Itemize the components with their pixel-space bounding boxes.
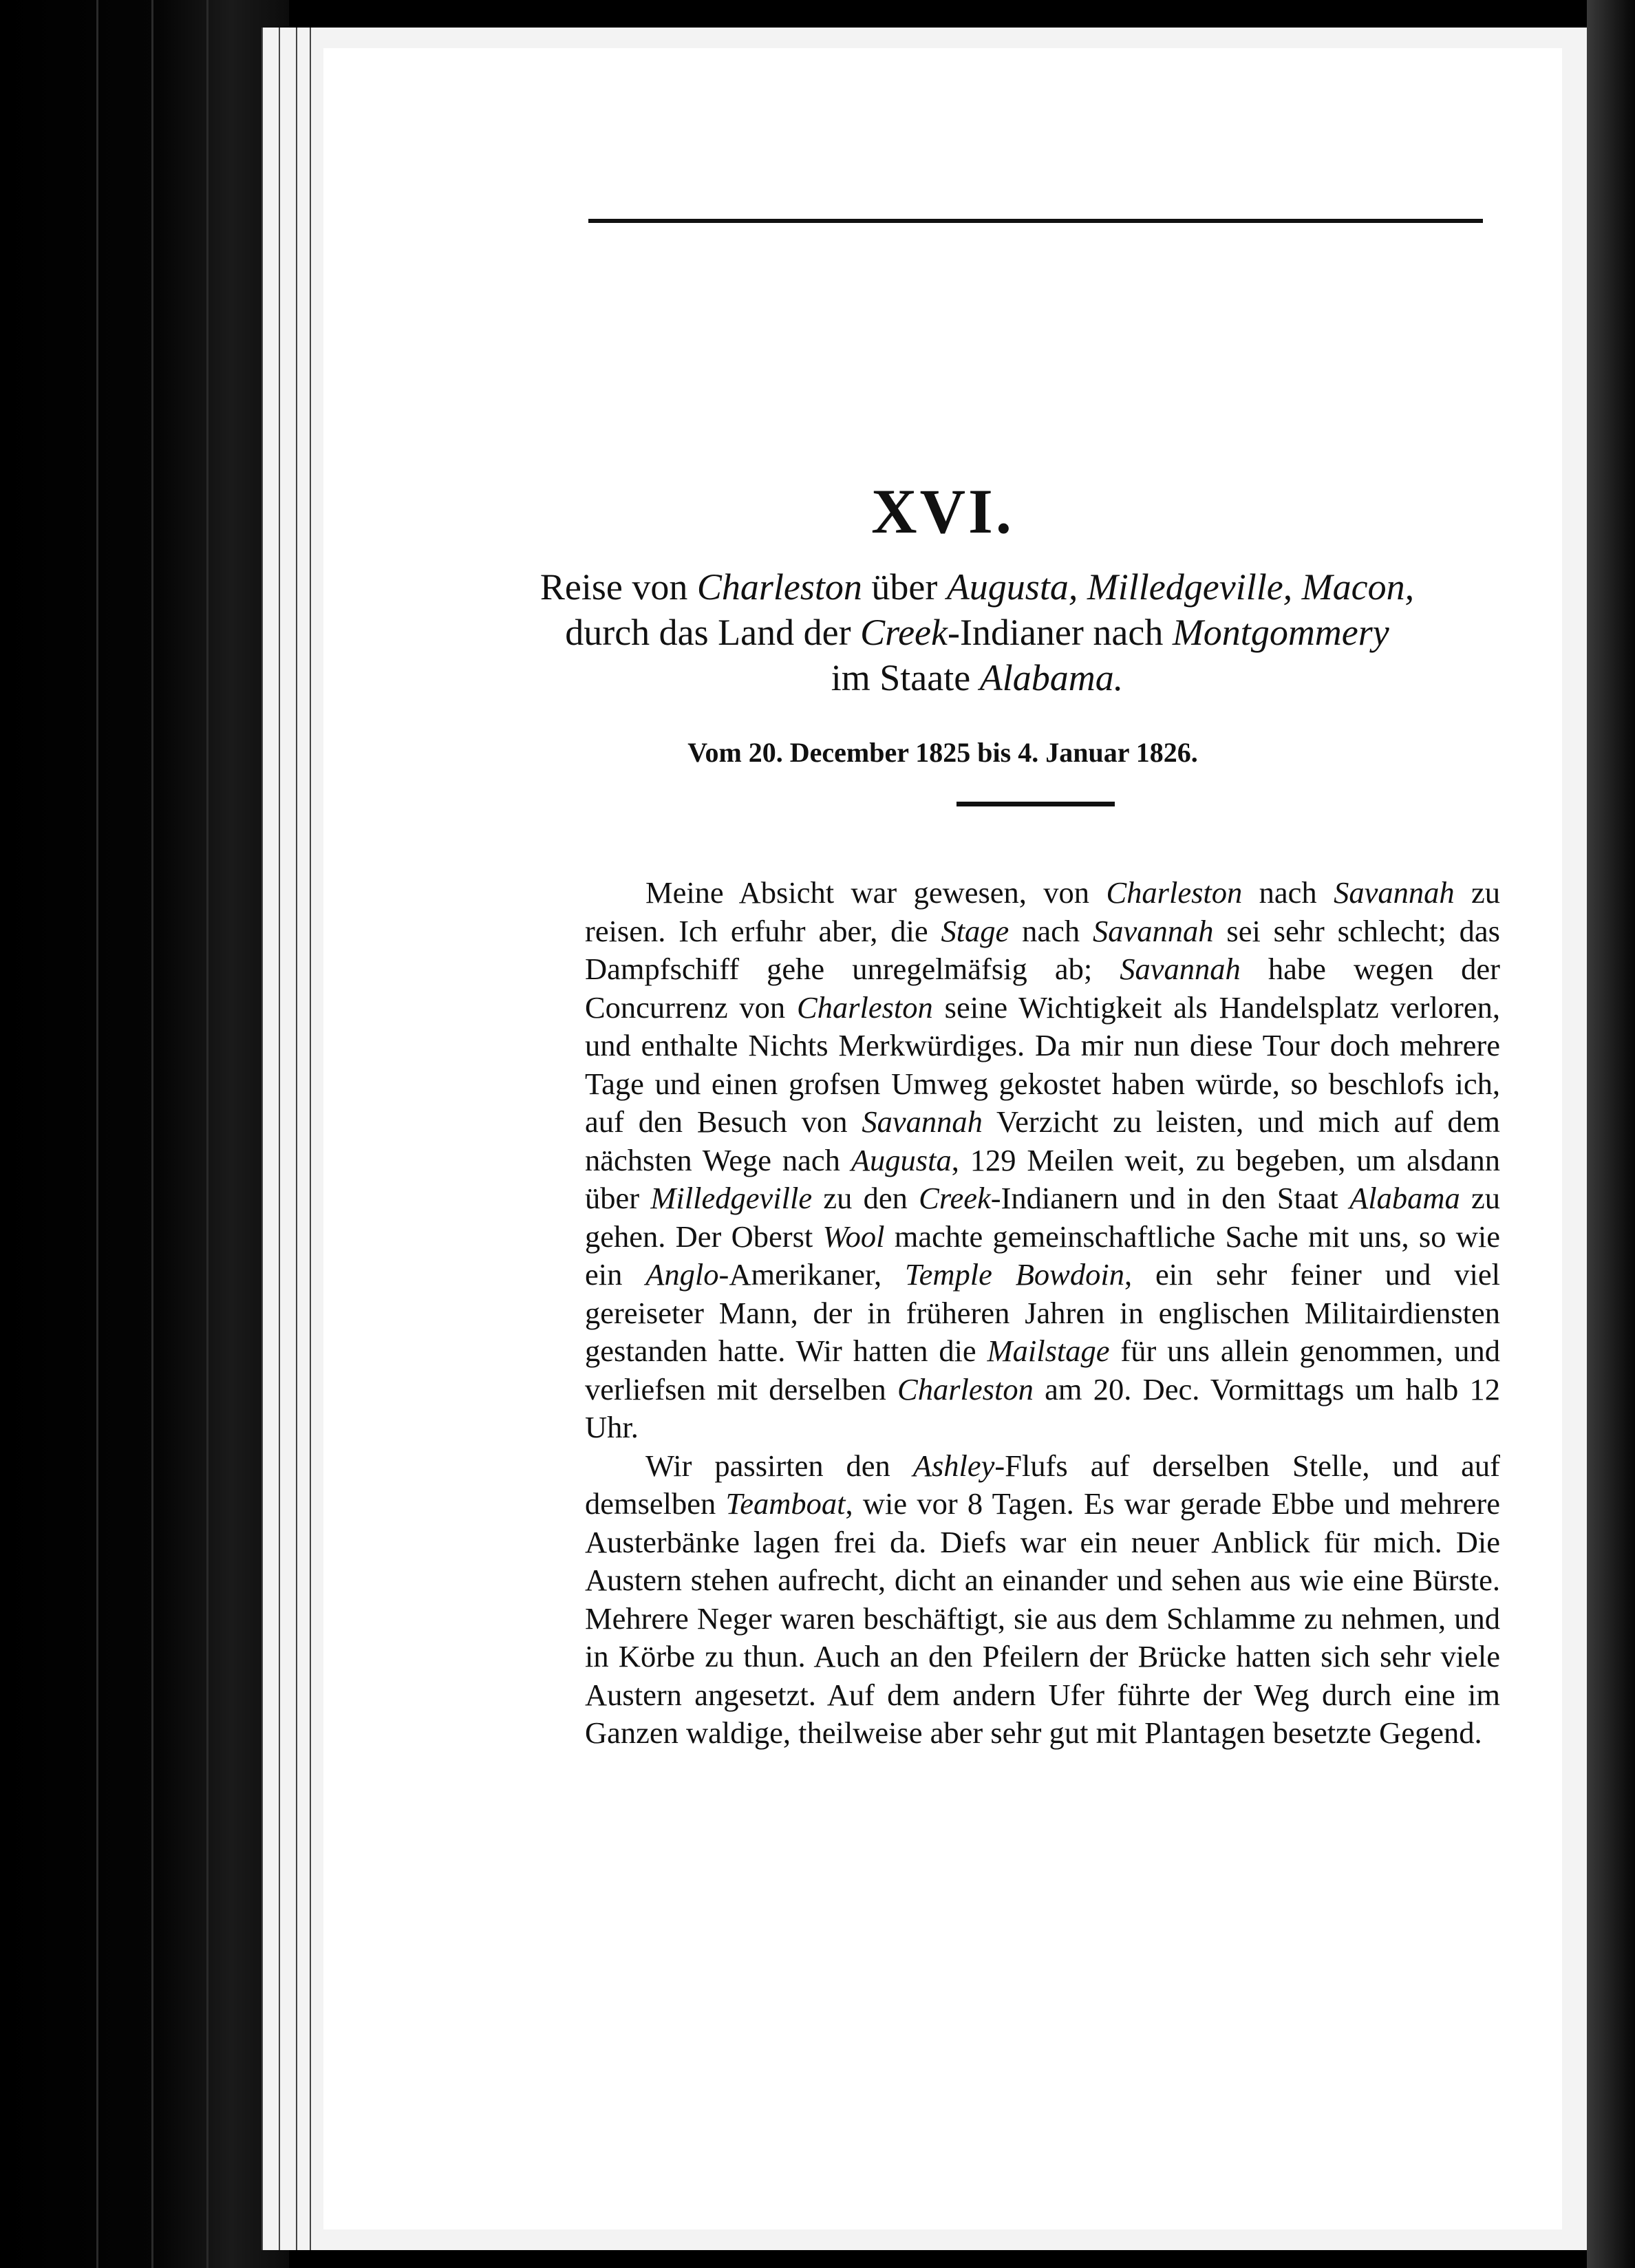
italic-run: Charleston <box>696 566 862 608</box>
italic-run: Augusta, Milledgeville, Macon, <box>946 566 1415 608</box>
spine-edge <box>96 0 98 2268</box>
text-run: nach <box>1009 913 1093 948</box>
italic-run: Temple Bowdoin <box>905 1257 1124 1292</box>
spine-edge <box>151 0 153 2268</box>
italic-run: Montgommery <box>1172 612 1389 653</box>
italic-run: Teamboat <box>725 1486 846 1521</box>
text-run: zu den <box>812 1181 919 1215</box>
top-rule <box>588 219 1483 223</box>
chapter-dates: Vom 20. December 1825 bis 4. Januar 1826. <box>687 737 1198 768</box>
text-run: sei sehr schlecht; das Dampfschiff gehe unregelmäfsig ab; <box>585 913 1500 986</box>
chapter-number: XVI. <box>871 476 1014 546</box>
text-run: seine Wichtigkeit als Handelsplatz verloren, und enthalte Nichts Merkwürdiges. Da mir nun diese Tour doch mehrere Tage und einen grofsen Umweg gekostet haben würde, so beschlofs ich, auf den Besuch von <box>585 989 1501 1139</box>
body-text <box>585 874 1500 1753</box>
text-run: für uns allein genommen, und verliefsen mit derselben <box>585 1334 1500 1406</box>
text-run: Meine Absicht war gewesen, von <box>645 875 1107 910</box>
title-line <box>530 655 1424 700</box>
italic-run: Anglo <box>645 1257 719 1292</box>
text-run: durch das Land der <box>565 612 861 653</box>
text-run: machte gemeinschaftliche Sache mit uns, so wie ein <box>585 1219 1501 1292</box>
italic-run: Savannah <box>862 1104 983 1139</box>
italic-run: Wool <box>822 1219 885 1254</box>
text-run: -Indianern und in den Staat <box>990 1181 1350 1215</box>
italic-run: Savannah <box>1120 952 1241 986</box>
italic-run: Alabama. <box>979 657 1124 698</box>
text-run: , 129 Meilen weit, zu begeben, um alsdann über <box>585 1142 1500 1215</box>
text-run: Verzicht zu leisten, und mich auf dem nächsten Wege nach <box>585 1104 1500 1177</box>
italic-run: Stage <box>941 913 1009 948</box>
italic-run: Charleston <box>897 1371 1034 1406</box>
italic-run: Charleston <box>797 989 933 1025</box>
text-run: , ein sehr feiner und viel gereiseter Mann, der in früheren Jahren in englischen Militairdiensten gestanden hatte. Wir hatten die <box>585 1257 1500 1368</box>
title-line <box>530 610 1424 655</box>
text-run: habe wegen der Concurrenz von <box>585 952 1500 1025</box>
text-run: Wir passirten den <box>645 1448 913 1483</box>
title-line <box>530 564 1424 610</box>
italic-run: Charleston <box>1106 875 1243 910</box>
spine-edge <box>206 0 209 2268</box>
italic-run: Savannah <box>1093 913 1214 948</box>
text-run: -Indianer nach <box>948 612 1173 653</box>
book-spine <box>0 0 289 2268</box>
text-run: , wie vor 8 Tagen. Es war gerade Ebbe und mehrere Austerbänke lagen frei da. Diefs war ein neuer Anblick für mich. Die Austern stehen aufrecht, dicht an einander und sehen aus wie eine Bürste. Mehrere Neger waren beschäftigt, sie aus dem Schlamme zu nehmen, und in Körbe zu thun. Auch an den Pfeilern der Brücke hatten sich sehr viele Austern angesetzt. Auf dem andern Ufer führte der Weg durch eine im Ganzen waldige, theilweise aber sehr gut mit Plantagen besetzte Gegend. <box>585 1486 1500 1750</box>
right-page-edge <box>1587 0 1635 2268</box>
italic-run: Augusta <box>851 1142 952 1177</box>
italic-run: Creek <box>860 612 948 653</box>
text-run: im Staate <box>831 657 980 698</box>
text-run: -Amerikaner, <box>718 1257 905 1292</box>
text-run: über <box>862 566 947 608</box>
italic-run: Creek <box>919 1181 991 1215</box>
paragraph <box>585 1447 1500 1753</box>
italic-run: Mailstage <box>987 1334 1110 1368</box>
text-run: nach <box>1242 875 1334 910</box>
italic-run: Milledgeville <box>650 1181 813 1215</box>
text-run: zu gehen. Der Oberst <box>585 1181 1500 1254</box>
chapter-title <box>530 564 1424 700</box>
text-run: -Flufs auf derselben Stelle, und auf demselben <box>585 1448 1500 1521</box>
italic-run: Alabama <box>1349 1181 1460 1215</box>
text-run: Reise von <box>539 566 697 608</box>
text-run: am 20. Dec. Vormittags um halb 12 Uhr. <box>585 1371 1500 1444</box>
text-run: zu reisen. Ich erfuhr aber, die <box>585 875 1500 948</box>
page <box>323 48 1562 2229</box>
italic-run: Savannah <box>1334 875 1455 910</box>
separator-rule <box>957 802 1115 806</box>
paragraph <box>585 874 1500 1447</box>
italic-run: Ashley <box>912 1448 995 1483</box>
